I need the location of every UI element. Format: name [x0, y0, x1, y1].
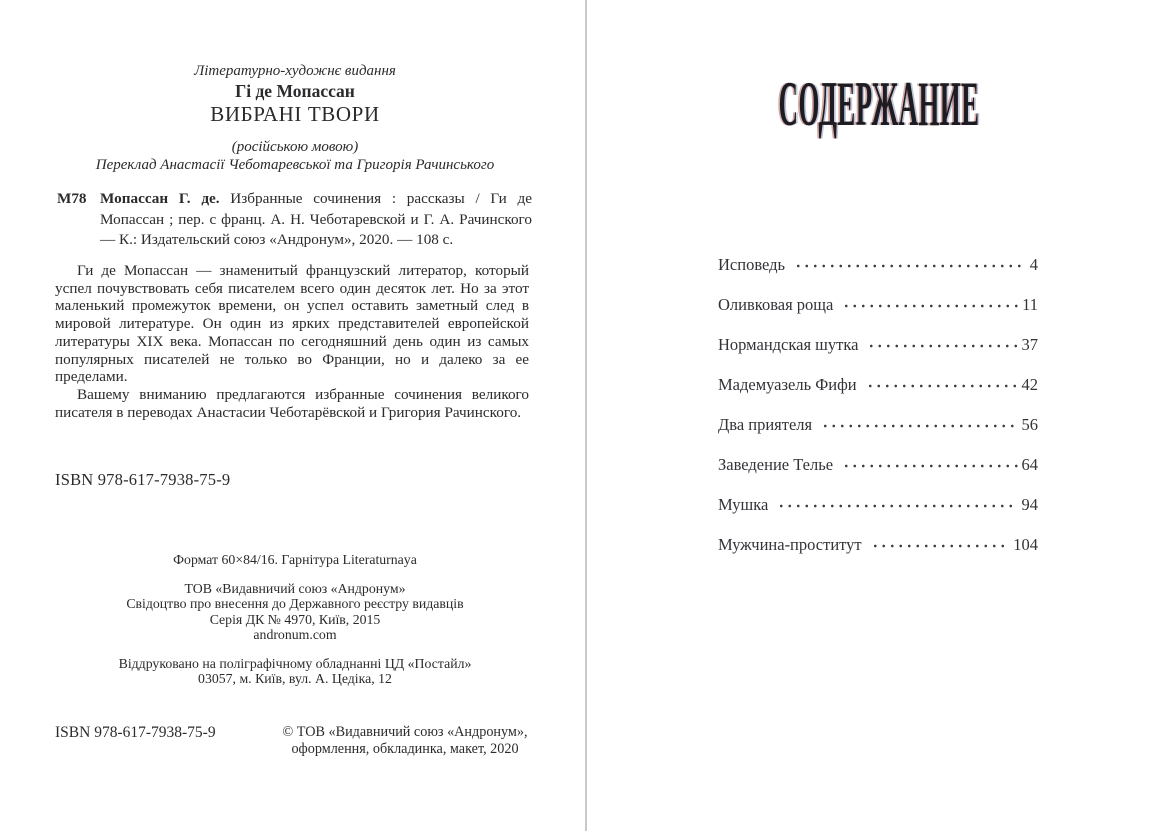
toc-page-number: 4 — [1029, 255, 1038, 274]
publisher-block — [55, 581, 535, 642]
catalog-author-bold: Мопассан Г. де. — [100, 190, 220, 207]
left-page-header — [55, 62, 535, 174]
translators-note: Переклад Анастасії Чеботаревської та Григорія Рачинського — [95, 157, 495, 173]
isbn-middle: ISBN 978-617-7938-75-9 — [55, 470, 231, 489]
dot-leader — [775, 496, 1017, 513]
publisher-website: andronum.com — [253, 626, 337, 642]
dot-leader — [819, 416, 1017, 433]
dot-leader — [840, 456, 1017, 473]
catalog-code: М78 — [57, 190, 87, 207]
author-name: Гі де Мопассан — [235, 81, 355, 101]
toc-entry-title: Мадемуазель Фифи — [718, 375, 857, 394]
toc-entry-title: Мужчина-проститут — [718, 535, 862, 554]
copyright-block — [278, 724, 532, 758]
dot-leader — [865, 336, 1017, 353]
publisher-line: ТОВ «Видавничий союз «Андронум» — [184, 581, 406, 596]
catalog-text — [100, 189, 532, 251]
toc-entry-title: Нормандская шутка — [718, 335, 859, 354]
dot-leader — [840, 296, 1018, 313]
toc-entry-title: Оливковая роща — [718, 295, 834, 314]
catalog-card-entry — [57, 189, 532, 251]
annotation-paragraph-2: Вашему вниманию предлагаются избранные сочинения великого писателя в переводах Анастасии Чеботарёвской и Григория Рачинского. — [55, 385, 529, 421]
publisher-line: Свідоцтво про внесення до Державного реєстру видавців — [126, 596, 464, 612]
toc-entry-title: Два приятеля — [718, 415, 813, 434]
dot-leader — [792, 256, 1026, 273]
book-title: ВИБРАНІ ТВОРИ — [210, 102, 380, 126]
toc-entry-title: Мушка — [718, 495, 769, 514]
dot-leader — [864, 376, 1018, 393]
toc-page-number: 11 — [1022, 295, 1038, 314]
toc-page-number: 64 — [1021, 455, 1038, 474]
toc-row — [718, 416, 1038, 433]
edition-note: Літературно-художнє видання — [194, 63, 396, 79]
toc-entry-title: Исповедь — [718, 255, 786, 274]
toc-row — [718, 336, 1038, 353]
toc-row — [718, 496, 1038, 513]
annotation — [55, 262, 529, 421]
catalog-entry-rest: Избранные сочинения : рассказы / Ги де Мопассан ; пер. с франц. А. Н. Чеботаревской и Г. А. Рачинского — К.: Издательский союз «Андронум», 2020. — 108 с. — [100, 190, 532, 248]
toc-page-number: 56 — [1021, 415, 1038, 434]
printing-line: Віддруковано на поліграфічному обладнанні ЦД «Постайл» — [118, 656, 472, 671]
contents-title: СОДЕРЖАНИЕ — [778, 68, 980, 139]
toc-page-number: 94 — [1021, 495, 1038, 514]
language-note: (російською мовою) — [231, 139, 359, 155]
copyright-line: © ТОВ «Видавничий союз «Андронум», — [282, 724, 528, 740]
toc-page-number: 37 — [1021, 335, 1038, 354]
isbn-bottom: ISBN 978-617-7938-75-9 — [55, 724, 216, 741]
publisher-line: Серія ДК № 4970, Київ, 2015 — [209, 611, 381, 627]
toc-row — [718, 536, 1038, 553]
toc-row — [718, 256, 1038, 273]
toc-row — [718, 296, 1038, 313]
copyright-line: оформлення, обкладинка, макет, 2020 — [291, 741, 519, 757]
toc-page-number: 104 — [1013, 535, 1038, 554]
printing-block — [55, 656, 535, 687]
page-gutter-divider — [585, 0, 587, 831]
format-line: Формат 60×84/16. Гарнітура Literaturnaya — [173, 552, 417, 567]
toc-row — [718, 456, 1038, 473]
toc-row — [718, 376, 1038, 393]
toc-page-number: 42 — [1021, 375, 1038, 394]
dot-leader — [869, 536, 1010, 553]
contents-title-wrap — [640, 68, 1100, 139]
toc-entry-title: Заведение Телье — [718, 455, 834, 474]
printing-address: 03057, м. Київ, вул. А. Цедіка, 12 — [198, 671, 392, 687]
annotation-paragraph-1: Ги де Мопассан — знаменитый французский литератор, который успел почувствовать себя писателем всего один десяток лет. Но за этот маленький промежуток времени, он успел оставить заметный след в мировой литературе. Он один из ярких представителей европейской литературы XIX века. Мопассан по сегодняшний день один из самых популярных писателей не только во Франции, но и далеко за ее пределами. — [55, 262, 529, 386]
table-of-contents — [718, 256, 1038, 576]
